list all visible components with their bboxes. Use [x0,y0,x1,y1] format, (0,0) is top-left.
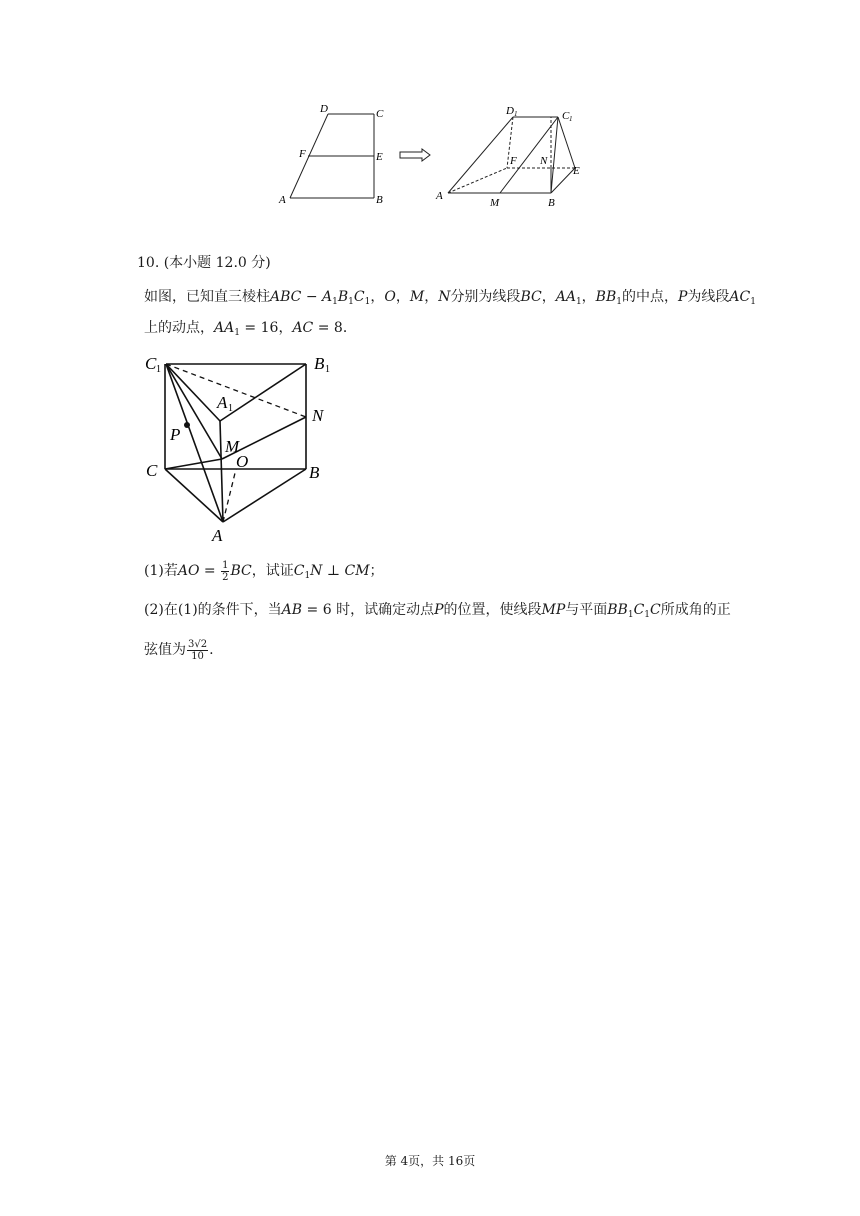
label-C: C [376,108,384,120]
q2-text: 与平面 [565,602,608,618]
label-O-prism: O [236,452,249,471]
label-E2: E [573,165,580,177]
label-C1-sub: 1 [569,115,573,123]
label-C-prism: C [146,461,158,480]
q2-text: (2)在(1)的条件下，当 [144,602,282,618]
label-M-prism: M [225,437,240,456]
label-D1-sub: 1 [514,110,518,118]
label-A2: A [436,190,443,202]
aa1-value: 16 [260,320,279,336]
q1-text: ，试证 [251,563,294,579]
label-N: N [540,155,548,167]
label-B: B [376,194,383,206]
statement-text: ， [395,289,410,305]
statement-text: ． [342,320,357,336]
statement-text: ， [424,289,439,305]
label-A-prism: A [212,526,223,545]
problem-number: 10. [137,255,160,271]
label-P-prism: P [170,425,181,444]
label-C1-prism: C [145,354,157,373]
label-A1-prism: A [217,393,228,412]
problem-statement-line1: 如图，已知直三棱柱ABC − $A_1B_1C_1$，O，M，N分别为线段BC，$AA_1$，$BB_1$的中点，P为线段$AC_1$ [144,289,756,307]
statement-text: 为线段 [687,289,730,305]
problem-points: (本小题 12.0 分) [163,255,271,271]
page-number: 第 4页，共 16页 [384,1154,476,1168]
question-2-line1: (2)在(1)的条件下，当AB = 6 时，试确定动点P的位置，使线段MP与平面$BB_1C_1C$所成角的正 [144,602,731,620]
label-F: F [299,148,306,160]
statement-text: ， [581,289,596,305]
label-M: M [490,197,500,209]
label-F2: F [510,155,517,167]
point-p-dot [184,422,190,428]
q2-text: 的位置，使线段 [443,602,542,618]
problem-header [137,253,271,273]
ac-value: 8 [333,320,343,336]
q2-text: . [209,642,214,658]
label-E: E [376,151,383,163]
label-B1-prism-sub: 1 [325,364,330,375]
page-footer [0,1152,860,1169]
perp-symbol: ⊥ [326,563,341,579]
label-D1: D [506,105,514,117]
label-A1-prism-sub: 1 [228,403,233,414]
label-B1-prism: B [314,354,325,373]
label-B2: B [548,197,555,209]
statement-text: ， [278,320,293,336]
statement-text: 上的动点， [144,320,214,336]
q1-text: (1)若 [144,563,178,579]
q2-text: = 6 [302,602,332,618]
statement-text: 分别为线段 [450,289,521,305]
label-C1: C [562,110,570,122]
statement-text: ， [370,289,385,305]
statement-text: 的中点， [621,289,678,305]
label-N-prism: N [312,406,324,425]
question-2-line2 [144,636,214,664]
q2-text: 所成角的正 [660,602,731,618]
fraction-half: $\frac{1}{2}$ [222,559,229,583]
folding-figure [270,100,600,210]
label-B-prism: B [309,463,320,482]
prism-figure [140,345,340,545]
fraction-3root2-over-10: $\frac{3√2}{10}$ [188,638,208,662]
label-D: D [320,103,328,115]
q2-text: 弦值为 [144,642,186,658]
label-A: A [279,194,286,206]
statement-text: ， [541,289,556,305]
problem-statement-line2: 上的动点，$AA_1 = 16$，AC = 8． [144,320,357,338]
q2-text: 时，试确定动点 [331,602,435,618]
label-C1-prism-sub: 1 [156,364,161,375]
ab-symbol: AB [281,602,303,618]
statement-text: 如图，已知直三棱柱 [144,289,270,305]
question-1: (1)若AO = $\frac{1}{2}$ BC，试证$C_1N$ ⊥ CM； [144,559,384,583]
q1-text: ； [369,563,384,579]
